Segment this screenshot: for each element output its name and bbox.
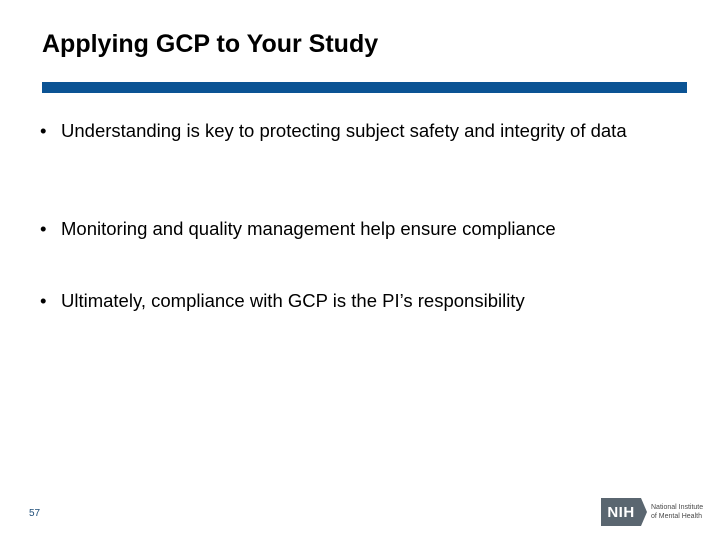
bullet-marker: • (40, 290, 47, 311)
bullet-marker: • (40, 218, 47, 239)
bullet-item (38, 118, 688, 143)
bullet-item (38, 288, 688, 313)
bullet-text: Monitoring and quality management help ensure compliance (61, 218, 556, 239)
title-underline-bar (42, 82, 687, 93)
nih-abbreviation: NIH (607, 503, 635, 521)
bullet-text: Ultimately, compliance with GCP is the PI’s responsibility (61, 290, 525, 311)
nimh-logo (601, 498, 703, 526)
bullet-marker: • (40, 120, 47, 141)
logo-line-2: of Mental Health (651, 513, 702, 520)
page-number: 57 (29, 508, 41, 519)
logo-institute-name (651, 503, 703, 521)
slide-title: Applying GCP to Your Study (42, 30, 379, 58)
nih-logo-box (601, 498, 641, 526)
logo-line-1: National Institute (651, 504, 704, 511)
bullet-text: Understanding is key to protecting subject safety and integrity of data (61, 120, 627, 141)
bullet-item (38, 216, 688, 241)
